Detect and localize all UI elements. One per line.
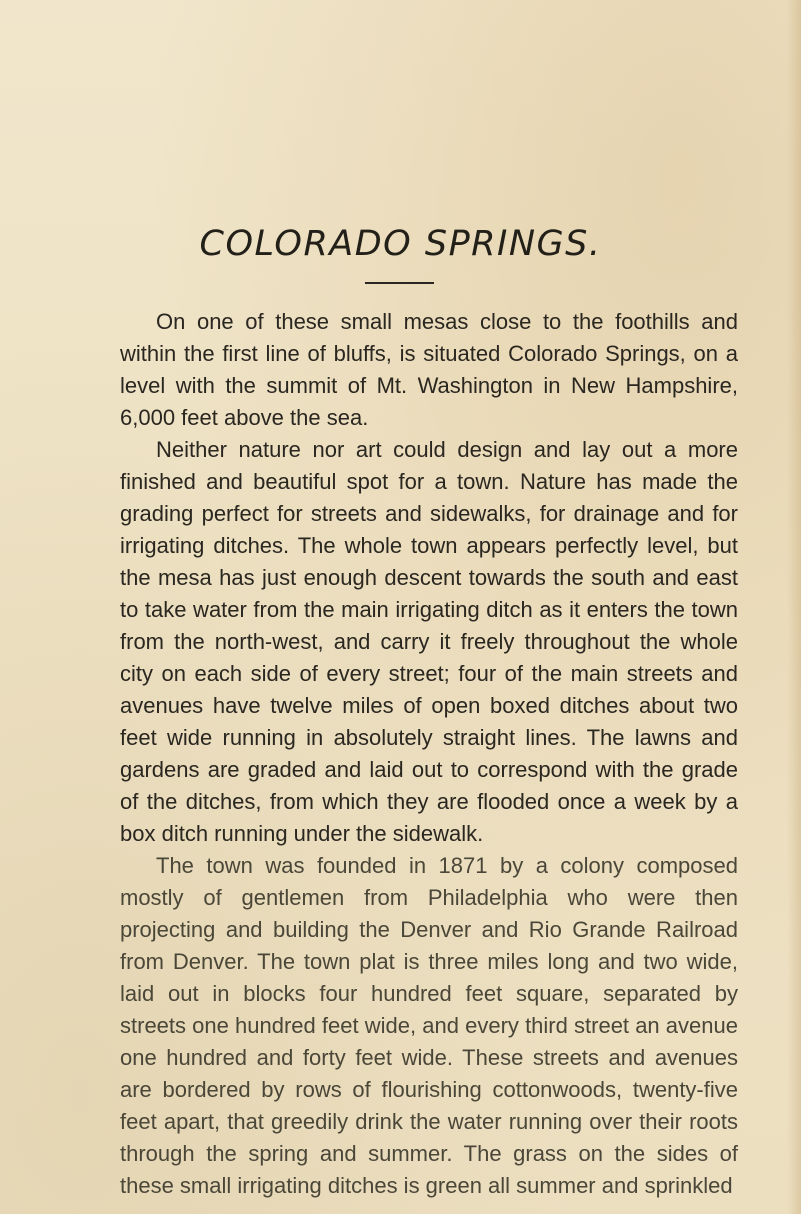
page-title: COLORADO SPRINGS. <box>199 224 602 264</box>
body-text <box>120 306 738 1202</box>
paragraph-2: Neither nature nor art could design and lay out a more finished and beautiful spot for a town. Nature has made the grading perfect for streets and sidewalks, for drainage and for irrigating ditches. The whole town appears perfectly level, but the mesa has just enough descent towards the south and east to take water from the main irrigating ditch as it enters the town from the north-west, and carry it freely throughout the whole city on each side of every street; four of the main streets and avenues have twelve miles of open boxed ditches about two feet wide running in absolutely straight lines. The lawns and gardens are graded and laid out to correspond with the grade of the ditches, from which they are flooded once a week by a box ditch running under the sidewalk. <box>120 437 738 846</box>
paragraph-3: The town was founded in 1871 by a colony composed mostly of gentlemen from Philadelphia who were then projecting and building the Denver and Rio Grande Railroad from Denver. The town plat is three miles long and two wide, laid out in blocks four hundred feet square, separated by streets one hundred feet wide, and every third street an avenue one hundred and forty feet wide. These streets and avenues are bordered by rows of flourishing cottonwoods, twenty-five feet apart, that greedily drink the water running over their roots through the spring and summer. The grass on the sides of these small irrigating ditches is green all summer and sprinkled <box>120 853 738 1198</box>
title-divider <box>365 282 434 284</box>
paragraph-1: On one of these small mesas close to the foothills and within the first line of bluffs, is situated Colorado Springs, on a level with the summit of Mt. Washington in New Hampshire, 6,000 feet above the sea. <box>120 309 738 430</box>
page-edge-shadow <box>787 0 801 1214</box>
